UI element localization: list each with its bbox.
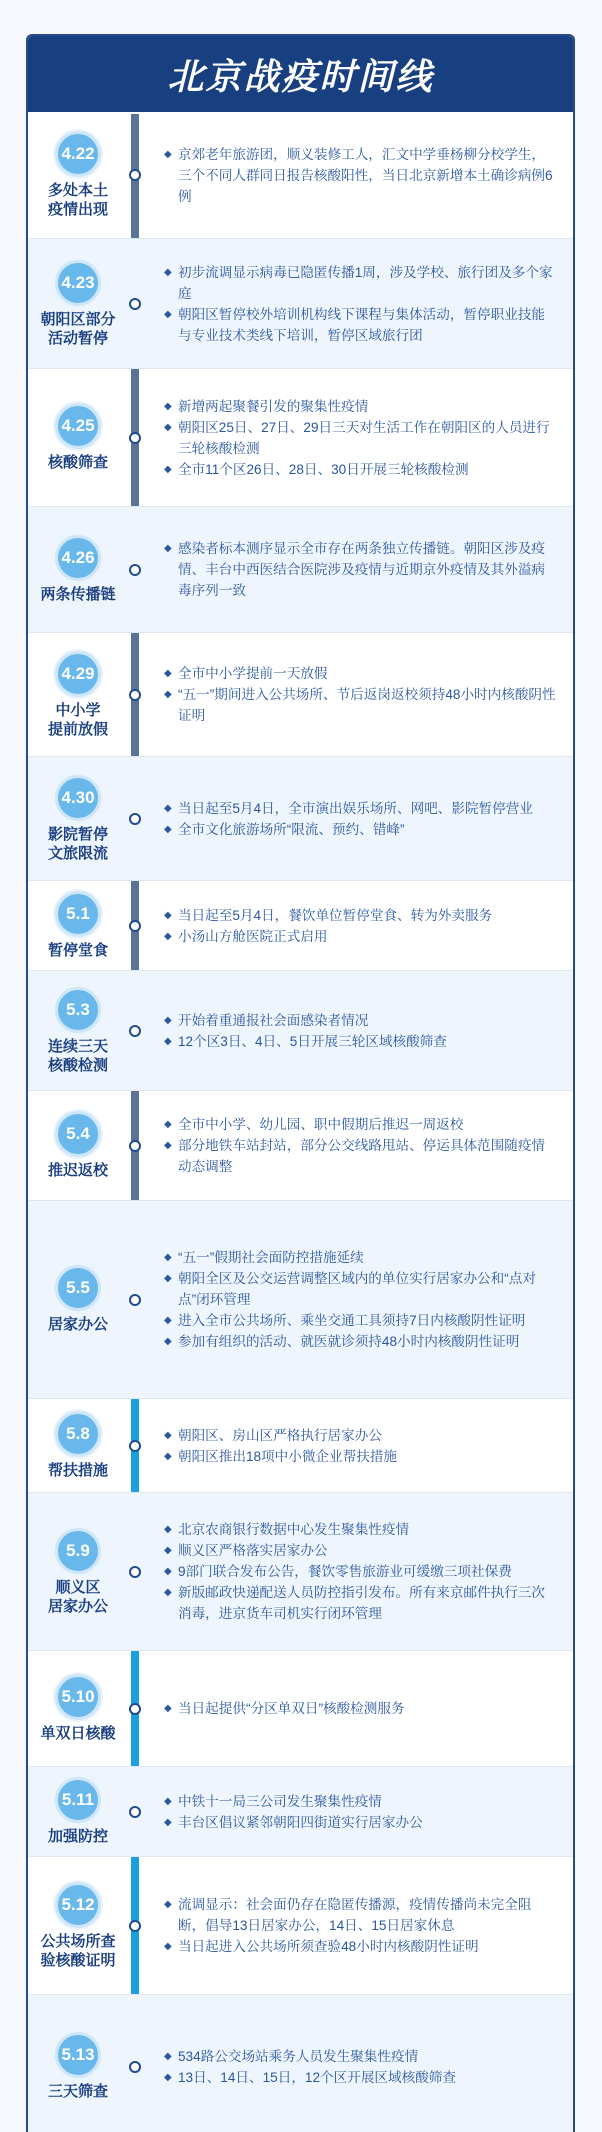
event-item: ◆ 中铁十一局三公司发生聚集性疫情 — [164, 1791, 557, 1812]
event-item: ◆ 当日起至5月4日，餐饮单位暂停堂食、转为外卖服务 — [164, 905, 557, 926]
row-date-block — [28, 125, 128, 225]
event-details — [128, 1415, 573, 1477]
row-date-block — [28, 885, 128, 966]
timeline-dot — [129, 813, 141, 825]
event-item: ◆ 新增两起聚餐引发的聚集性疫情 — [164, 396, 557, 417]
event-label: 推迟返校 — [47, 1162, 108, 1179]
timeline-dot — [129, 169, 141, 181]
timeline-row — [28, 1650, 573, 1766]
event-item: ◆ 9部门联合发布公告，餐饮零售旅游业可缓缴三项社保费 — [164, 1561, 557, 1582]
event-item: ◆ 全市中小学提前一天放假 — [164, 663, 557, 684]
row-date-block — [28, 1876, 128, 1976]
date-badge: 5.8 — [55, 1411, 101, 1457]
timeline-dot — [129, 1806, 141, 1818]
row-date-block — [28, 529, 128, 610]
event-label: 中小学 提前放假 — [47, 701, 108, 738]
event-item: ◆ 朝阳全区及公交运营调整区域内的单位实行居家办公和“点对点”闭环管理 — [164, 1268, 557, 1310]
date-badge: 5.4 — [55, 1111, 101, 1157]
timeline-card — [26, 34, 575, 2132]
event-label: 居家办公 — [47, 1316, 108, 1333]
event-item: ◆ 京郊老年旅游团，顺义装修工人，汇文中学垂杨柳分校学生，三个不同人群同日报告核酸阳性，当日北京新增本土确诊病例6例 — [164, 144, 557, 207]
event-label: 多处本土 疫情出现 — [47, 182, 108, 218]
timeline-row — [28, 632, 573, 756]
date-badge: 5.11 — [55, 1777, 101, 1823]
event-item: ◆ 朝阳区25日、27日、29日三天对生活工作在朝阳区的人员进行三轮核酸检测 — [164, 417, 557, 459]
row-date-block — [28, 1668, 128, 1749]
event-details — [128, 1237, 573, 1362]
event-label: 暂停堂食 — [47, 942, 108, 959]
event-label: 影院暂停 文旅限流 — [47, 825, 108, 862]
event-details — [128, 895, 573, 957]
event-item: ◆ 全市文化旅游场所“限流、预约、错峰” — [164, 819, 557, 840]
event-details — [128, 386, 573, 490]
timeline-dot — [129, 1703, 141, 1715]
timeline-row — [28, 756, 573, 880]
event-label: 公共场所查 验核酸证明 — [40, 1932, 116, 1969]
event-item: ◆ 全市11个区26日、28日、30日开展三轮核酸检测 — [164, 459, 557, 480]
date-badge: 4.26 — [55, 535, 101, 581]
date-badge: 4.25 — [55, 403, 101, 449]
event-item: ◆ 北京农商银行数据中心发生聚集性疫情 — [164, 1519, 557, 1540]
timeline-dot — [129, 564, 141, 576]
date-badge: 4.22 — [55, 131, 101, 177]
timeline-row — [28, 1856, 573, 1994]
event-item: ◆ 12个区3日、4日、5日开展三轮区域核酸筛查 — [164, 1031, 557, 1052]
row-date-block — [28, 1259, 128, 1340]
event-details — [128, 1781, 573, 1843]
row-date-block — [28, 397, 128, 478]
timeline-rows — [28, 112, 573, 2132]
row-date-block — [28, 1522, 128, 1622]
event-details — [128, 134, 573, 217]
event-item: ◆ 小汤山方舱医院正式启用 — [164, 926, 557, 947]
timeline-dot — [129, 1140, 141, 1152]
event-item: ◆ 顺义区严格落实居家办公 — [164, 1540, 557, 1561]
row-date-block — [28, 2026, 128, 2107]
timeline-row — [28, 1492, 573, 1650]
row-date-block — [28, 1771, 128, 1852]
event-details — [128, 1000, 573, 1062]
event-item: ◆ 13日、14日、15日，12个区开展区域核酸筛查 — [164, 2067, 557, 2088]
timeline-dot — [129, 432, 141, 444]
event-details — [128, 1688, 573, 1729]
date-badge: 5.13 — [55, 2032, 101, 2078]
event-label: 单双日核酸 — [40, 1725, 116, 1742]
timeline-row — [28, 368, 573, 506]
event-item: ◆ 初步流调显示病毒已隐匿传播1周，涉及学校、旅行团及多个家庭 — [164, 262, 557, 304]
header-banner — [28, 36, 573, 112]
timeline-dot — [129, 1294, 141, 1306]
timeline-row — [28, 238, 573, 368]
event-item: ◆ 当日起至5月4日，全市演出娱乐场所、网吧、影院暂停营业 — [164, 798, 557, 819]
event-details — [128, 788, 573, 850]
event-item: ◆ 朝阳区推出18项中小微企业帮扶措施 — [164, 1446, 557, 1467]
date-badge: 4.29 — [55, 651, 101, 697]
event-item: ◆ 朝阳区暂停校外培训机构线下课程与集体活动，暂停职业技能与专业技术类线下培训，暂停区域旅行团 — [164, 304, 557, 346]
event-item: ◆ 参加有组织的活动、就医就诊须持48小时内核酸阴性证明 — [164, 1331, 557, 1352]
timeline-row — [28, 1090, 573, 1200]
date-badge: 5.5 — [55, 1265, 101, 1311]
timeline-dot — [129, 1440, 141, 1452]
event-item: ◆ 当日起提供“分区单双日”核酸检测服务 — [164, 1698, 557, 1719]
event-details — [128, 653, 573, 736]
row-date-block — [28, 1105, 128, 1186]
timeline-row — [28, 506, 573, 632]
timeline-dot — [129, 1566, 141, 1578]
timeline-row — [28, 112, 573, 238]
event-item: ◆ 进入全市公共场所、乘坐交通工具须持7日内核酸阴性证明 — [164, 1310, 557, 1331]
event-item: ◆ 丰台区倡议紧邻朝阳四街道实行居家办公 — [164, 1812, 557, 1833]
event-item: ◆ 部分地铁车站封站，部分公交线路甩站、停运具体范围随疫情动态调整 — [164, 1135, 557, 1177]
timeline-row — [28, 1398, 573, 1492]
row-date-block — [28, 645, 128, 745]
timeline-dot — [129, 2061, 141, 2073]
timeline-row — [28, 1994, 573, 2132]
event-item: ◆ 全市中小学、幼儿园、职中假期后推迟一周返校 — [164, 1114, 557, 1135]
event-label: 加强防控 — [47, 1828, 108, 1845]
timeline-dot — [129, 689, 141, 701]
date-badge: 4.30 — [55, 775, 101, 821]
event-details — [128, 1884, 573, 1967]
event-item: ◆ 开始着重通报社会面感染者情况 — [164, 1010, 557, 1031]
timeline-dot — [129, 1920, 141, 1932]
page-title: 北京战疫时间线 — [167, 56, 434, 98]
row-date-block — [28, 254, 128, 354]
event-item: ◆ 新版邮政快递配送人员防控指引发布。所有来京邮件执行三次消毒，进京货车司机实行闭环管理 — [164, 1582, 557, 1624]
event-label: 核酸筛查 — [47, 454, 108, 471]
event-label: 帮扶措施 — [47, 1462, 108, 1479]
event-details — [128, 1509, 573, 1634]
date-badge: 5.9 — [55, 1528, 101, 1574]
event-label: 两条传播链 — [40, 586, 116, 603]
event-details — [128, 1104, 573, 1187]
date-badge: 5.12 — [55, 1882, 101, 1928]
event-label: 连续三天 核酸检测 — [47, 1037, 108, 1074]
event-item: ◆ 感染者标本测序显示全市存在两条独立传播链。朝阳区涉及疫情、丰台中西医结合医院涉及疫情与近期京外疫情及其外溢病毒序列一致 — [164, 538, 557, 601]
event-item: ◆ 流调显示：社会面仍存在隐匿传播源，疫情传播尚未完全阻断，倡导13日居家办公，14日、15日居家休息 — [164, 1894, 557, 1936]
event-item: ◆ 534路公交场站乘务人员发生聚集性疫情 — [164, 2046, 557, 2067]
timeline-dot — [129, 1025, 141, 1037]
event-details — [128, 528, 573, 611]
row-date-block — [28, 981, 128, 1081]
timeline-dot — [129, 298, 141, 310]
row-date-block — [28, 1405, 128, 1486]
row-date-block — [28, 769, 128, 869]
event-label: 朝阳区部分 活动暂停 — [40, 310, 116, 347]
timeline-row — [28, 970, 573, 1090]
date-badge: 5.1 — [55, 891, 101, 937]
event-label: 顺义区 居家办公 — [47, 1578, 108, 1615]
date-badge: 4.23 — [55, 260, 101, 306]
event-item: ◆ 当日起进入公共场所须查验48小时内核酸阴性证明 — [164, 1936, 557, 1957]
date-badge: 5.3 — [55, 987, 101, 1033]
event-item: ◆ 朝阳区、房山区严格执行居家办公 — [164, 1425, 557, 1446]
timeline-row — [28, 1766, 573, 1856]
event-item: ◆ “五一”期间进入公共场所、节后返岗返校须持48小时内核酸阴性证明 — [164, 684, 557, 726]
timeline-dot — [129, 920, 141, 932]
timeline-row — [28, 880, 573, 970]
event-details — [128, 252, 573, 356]
timeline-row — [28, 1200, 573, 1398]
date-badge: 5.10 — [55, 1674, 101, 1720]
event-item: ◆ “五一”假期社会面防控措施延续 — [164, 1247, 557, 1268]
event-details — [128, 2036, 573, 2098]
event-label: 三天筛查 — [47, 2083, 108, 2100]
